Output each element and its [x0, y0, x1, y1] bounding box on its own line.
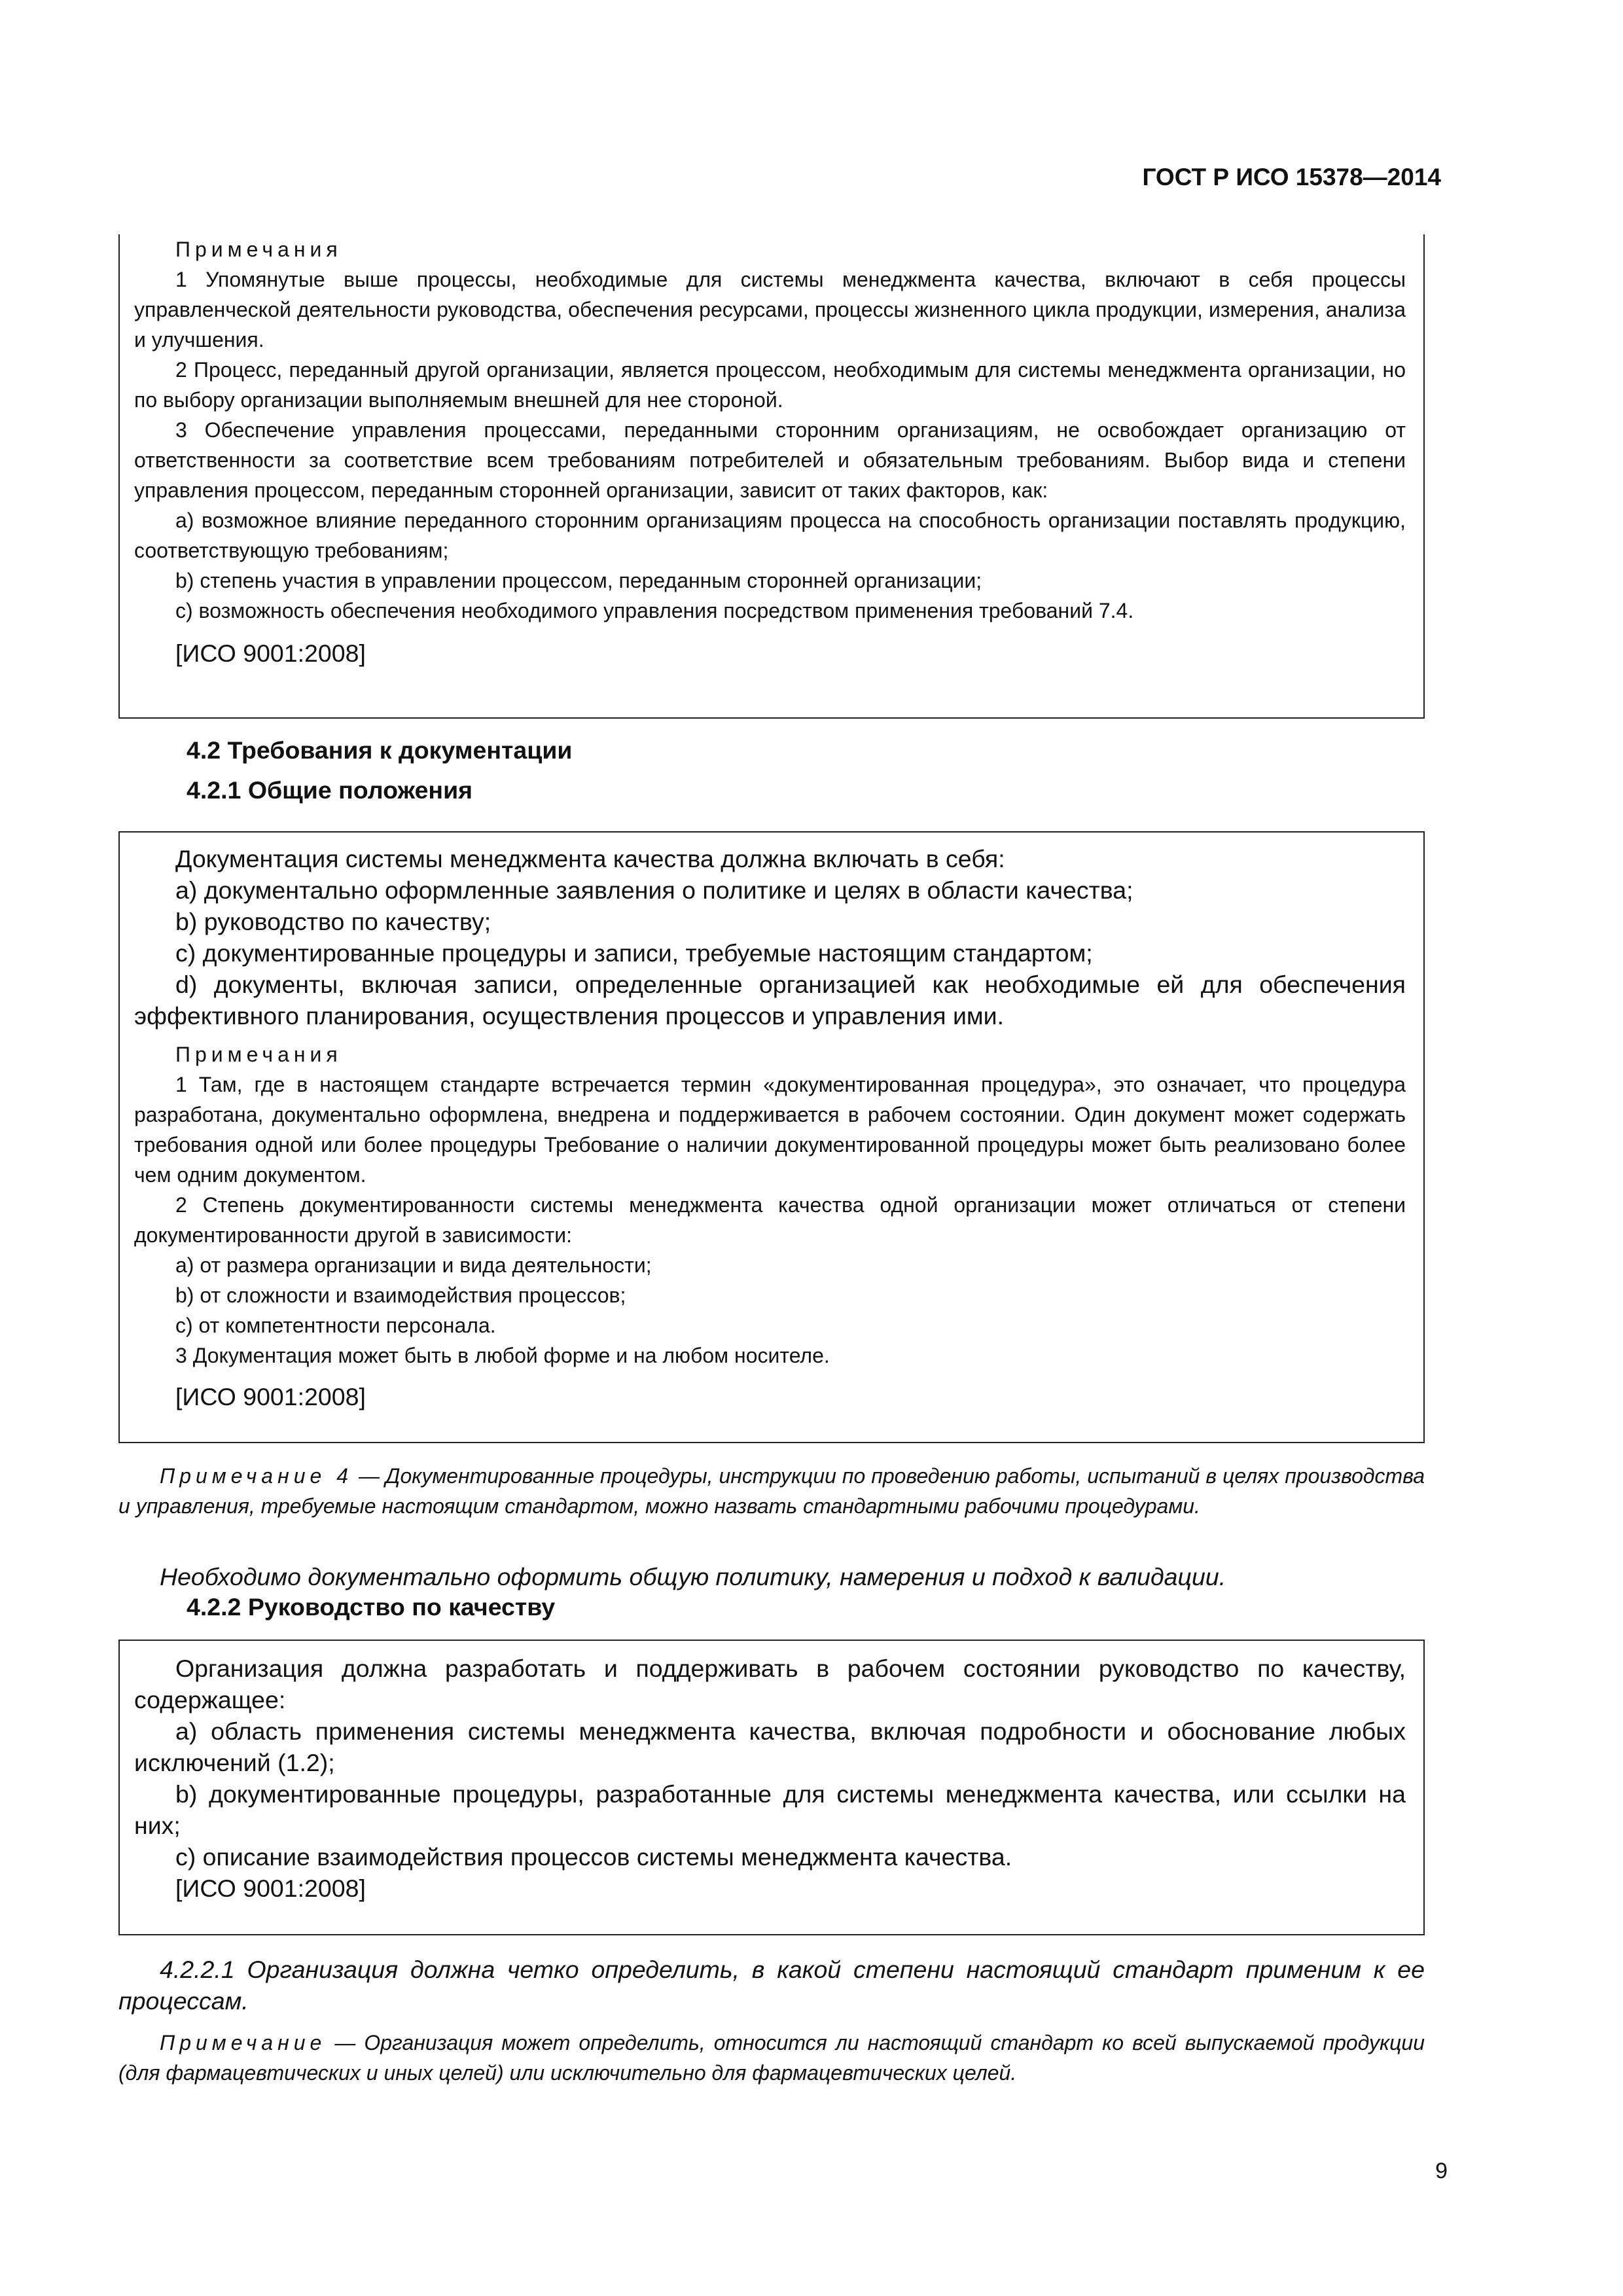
box2-item-b: b) руководство по качеству; [175, 908, 491, 935]
note-4-text: — Документированные процедуры, инструкции по проведению работы, испытаний в целях производства и управления, требуемые настоящим стандартом, можно назвать стандартными рабочими процедурами. [118, 1464, 1425, 1518]
note-2: 2 Степень документированности системы менеджмента качества одной организации может отличаться от степени документированности другой в зависимости: [134, 1193, 1406, 1247]
box3-item-a: a) область применения системы менеджмента качества, включая подробности и обоснование любых исключений (1.2); [134, 1717, 1406, 1776]
box2-item-c: c) документированные процедуры и записи, требуемые настоящим стандартом; [175, 939, 1093, 967]
note-3-item-b: b) степень участия в управлении процессом, переданным сторонней организации; [175, 569, 982, 592]
notes-label: Примечания [175, 1043, 342, 1066]
final-note-label: Примечание [160, 2031, 327, 2054]
box2-intro: Документация системы менеджмента качества должна включать в себя: [175, 845, 1005, 872]
quoted-requirement-box-2 [118, 831, 1425, 1443]
note-3: 3 Документация может быть в любой форме и на любом носителе. [175, 1344, 830, 1367]
section-heading-4-2: 4.2 Требования к документации [187, 736, 573, 764]
note-3-item-c: c) возможность обеспечения необходимого управления посредством применения требований 7.4. [175, 599, 1134, 622]
clause-4-2-2-1 [118, 1954, 1425, 2017]
iso-reference: [ИСО 9001:2008] [175, 1383, 366, 1410]
document-header: ГОСТ Р ИСО 15378—2014 [1142, 164, 1441, 190]
note-1: 1 Там, где в настоящем стандарте встречается термин «документированная процедура», это означает, что процедура разработана, документально оформлена, внедрена и поддерживается в рабочем состоянии. Один документ может содержать требования одной или более процедуры Требование о наличии документированной процедуры может быть реализовано более чем одним документом. [134, 1073, 1406, 1187]
quoted-requirement-box-3 [118, 1640, 1425, 1935]
final-note [118, 2028, 1425, 2088]
note-2: 2 Процесс, переданный другой организации, является процессом, необходимым для системы менеджмента организации, но по выбору организации выполняемым внешней для нее стороной. [134, 358, 1406, 412]
iso-reference: [ИСО 9001:2008] [175, 639, 366, 667]
box2-item-a: a) документально оформленные заявления о политике и целях в области качества; [175, 876, 1133, 904]
note-2-item-c: c) от компетентности персонала. [175, 1314, 496, 1337]
note-2-item-b: b) от сложности и взаимодействия процессов; [175, 1283, 626, 1307]
note-3: 3 Обеспечение управления процессами, переданными сторонним организациям, не освобождает организацию от ответственности за соответствие всем требованиям потребителей и обязательным требованиям. Выбор вида и степени управления процессом, переданным сторонней организации, зависит от таких факторов, как: [134, 418, 1406, 502]
note-1: 1 Упомянутые выше процессы, необходимые для системы менеджмента качества, включают в себя процессы управленческой деятельности руководства, обеспечения ресурсами, процессы жизненного цикла продукции, измерения, анализа и улучшения. [134, 268, 1406, 351]
validation-text: Необходимо документально оформить общую политику, намерения и подход к валидации. [160, 1563, 1226, 1590]
iso-reference: [ИСО 9001:2008] [175, 1874, 366, 1902]
section-heading-4-2-1: 4.2.1 Общие положения [187, 776, 473, 804]
section-heading-4-2-2: 4.2.2 Руководство по качеству [187, 1593, 556, 1621]
page-number: 9 [1435, 2159, 1448, 2183]
box3-intro: Организация должна разработать и поддерживать в рабочем состоянии руководство по качеству, содержащее: [134, 1655, 1406, 1713]
box2-item-d: d) документы, включая записи, определенные организацией как необходимые ей для обеспечения эффективного планирования, осуществления процессов и управления ими. [134, 971, 1406, 1030]
validation-paragraph [118, 1561, 1425, 1592]
note-2-item-a: a) от размера организации и вида деятельности; [175, 1253, 652, 1277]
notes-label: Примечания [175, 238, 342, 261]
box3-item-b: b) документированные процедуры, разработанные для системы менеджмента качества, или ссылки на них; [134, 1780, 1406, 1839]
final-note-text: — Организация может определить, относится ли настоящий стандарт ко всей выпускаемой продукции (для фармацевтических и иных целей) или исключительно для фармацевтических целей. [118, 2031, 1425, 2085]
note-3-item-a: a) возможное влияние переданного сторонним организациям процесса на способность организации поставлять продукцию, соответствующую требованиям; [134, 509, 1406, 562]
clause-4-2-2-1-text: 4.2.2.1 Организация должна четко определить, в какой степени настоящий стандарт применим к ее процессам. [118, 1956, 1425, 2015]
note-4-label: Примечание 4 [160, 1464, 353, 1488]
box3-item-c: c) описание взаимодействия процессов системы менеджмента качества. [175, 1843, 1012, 1871]
note-4 [118, 1461, 1425, 1521]
quoted-requirement-box-1 [118, 234, 1425, 719]
